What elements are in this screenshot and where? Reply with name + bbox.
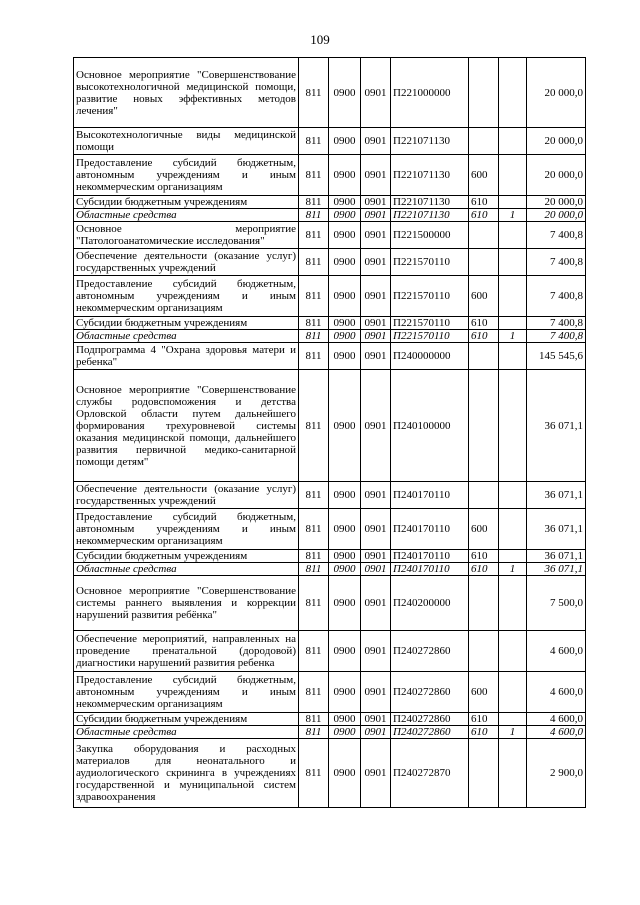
- target-article-code-cell: П221071130: [391, 209, 469, 222]
- amount-cell: 20 000,0: [527, 128, 586, 155]
- expense-type-code-cell: 610: [469, 713, 499, 726]
- target-article-code-cell: П221570110: [391, 276, 469, 317]
- section-code-cell: 0900: [329, 672, 361, 713]
- table-row: [74, 209, 586, 222]
- ministry-code-cell: 811: [299, 713, 329, 726]
- section-code-cell: 0900: [329, 222, 361, 249]
- line-item-name-cell: Областные средства: [74, 330, 299, 343]
- table-row: [74, 155, 586, 196]
- funding-source-code-cell: [499, 482, 527, 509]
- amount-cell: 36 071,1: [527, 370, 586, 482]
- amount-cell: 7 400,8: [527, 317, 586, 330]
- target-article-code-cell: П240272860: [391, 726, 469, 739]
- target-article-code-cell: П240100000: [391, 370, 469, 482]
- expense-type-code-cell: 610: [469, 550, 499, 563]
- expense-type-code-cell: 600: [469, 276, 499, 317]
- line-item-name-cell: Областные средства: [74, 563, 299, 576]
- target-article-code-cell: П240272860: [391, 672, 469, 713]
- funding-source-code-cell: 1: [499, 726, 527, 739]
- table-row: [74, 317, 586, 330]
- target-article-code-cell: П240170110: [391, 563, 469, 576]
- table-row: [74, 631, 586, 672]
- target-article-code-cell: П221071130: [391, 196, 469, 209]
- target-article-code-cell: П240200000: [391, 576, 469, 631]
- table-row: [74, 330, 586, 343]
- ministry-code-cell: 811: [299, 128, 329, 155]
- line-item-name-cell: Субсидии бюджетным учреждениям: [74, 713, 299, 726]
- expense-type-code-cell: 600: [469, 672, 499, 713]
- expense-type-code-cell: 610: [469, 726, 499, 739]
- expense-type-code-cell: [469, 631, 499, 672]
- expense-type-code-cell: [469, 482, 499, 509]
- line-item-name-cell: Основное мероприятие "Совершенствование системы раннего выявления и коррекции нарушений развития ребёнка": [74, 576, 299, 631]
- section-code-cell: 0900: [329, 276, 361, 317]
- subsection-code-cell: 0901: [361, 155, 391, 196]
- table-row: [74, 563, 586, 576]
- target-article-code-cell: П221570110: [391, 249, 469, 276]
- amount-cell: 7 400,8: [527, 222, 586, 249]
- target-article-code-cell: П221000000: [391, 58, 469, 128]
- amount-cell: 36 071,1: [527, 482, 586, 509]
- target-article-code-cell: П240272870: [391, 739, 469, 808]
- subsection-code-cell: 0901: [361, 550, 391, 563]
- budget-table-body: [74, 58, 586, 808]
- funding-source-code-cell: [499, 128, 527, 155]
- table-row: [74, 370, 586, 482]
- ministry-code-cell: 811: [299, 58, 329, 128]
- line-item-name-cell: Обеспечение деятельности (оказание услуг) государственных учреждений: [74, 249, 299, 276]
- funding-source-code-cell: [499, 249, 527, 276]
- section-code-cell: 0900: [329, 128, 361, 155]
- ministry-code-cell: 811: [299, 370, 329, 482]
- target-article-code-cell: П221071130: [391, 128, 469, 155]
- amount-cell: 4 600,0: [527, 713, 586, 726]
- table-row: [74, 550, 586, 563]
- funding-source-code-cell: [499, 276, 527, 317]
- line-item-name-cell: Высокотехнологичные виды медицинской помощи: [74, 128, 299, 155]
- funding-source-code-cell: [499, 713, 527, 726]
- ministry-code-cell: 811: [299, 576, 329, 631]
- section-code-cell: 0900: [329, 631, 361, 672]
- line-item-name-cell: Основное мероприятие "Совершенствование высокотехнологичной медицинской помощи, развитие новых эффективных методов лечения": [74, 58, 299, 128]
- section-code-cell: 0900: [329, 509, 361, 550]
- expense-type-code-cell: [469, 128, 499, 155]
- table-row: [74, 343, 586, 370]
- ministry-code-cell: 811: [299, 739, 329, 808]
- subsection-code-cell: 0901: [361, 509, 391, 550]
- subsection-code-cell: 0901: [361, 370, 391, 482]
- amount-cell: 36 071,1: [527, 563, 586, 576]
- target-article-code-cell: П221570110: [391, 330, 469, 343]
- expense-type-code-cell: 600: [469, 155, 499, 196]
- amount-cell: 36 071,1: [527, 550, 586, 563]
- target-article-code-cell: П240272860: [391, 713, 469, 726]
- line-item-name-cell: Обеспечение мероприятий, направленных на проведение пренатальной (дородовой) диагностики нарушений развития ребенка: [74, 631, 299, 672]
- subsection-code-cell: 0901: [361, 196, 391, 209]
- amount-cell: 7 400,8: [527, 276, 586, 317]
- funding-source-code-cell: [499, 196, 527, 209]
- ministry-code-cell: 811: [299, 550, 329, 563]
- ministry-code-cell: 811: [299, 482, 329, 509]
- ministry-code-cell: 811: [299, 196, 329, 209]
- subsection-code-cell: 0901: [361, 563, 391, 576]
- amount-cell: 4 600,0: [527, 726, 586, 739]
- table-row: [74, 672, 586, 713]
- line-item-name-cell: Предоставление субсидий бюджетным, автономным учреждениям и иным некоммерческим организациям: [74, 276, 299, 317]
- ministry-code-cell: 811: [299, 222, 329, 249]
- funding-source-code-cell: [499, 550, 527, 563]
- target-article-code-cell: П221500000: [391, 222, 469, 249]
- target-article-code-cell: П240272860: [391, 631, 469, 672]
- amount-cell: 20 000,0: [527, 58, 586, 128]
- section-code-cell: 0900: [329, 155, 361, 196]
- funding-source-code-cell: [499, 672, 527, 713]
- ministry-code-cell: 811: [299, 509, 329, 550]
- expense-type-code-cell: 610: [469, 209, 499, 222]
- expense-type-code-cell: 610: [469, 330, 499, 343]
- line-item-name-cell: Субсидии бюджетным учреждениям: [74, 550, 299, 563]
- line-item-name-cell: Основное мероприятие "Патологоанатомические исследования": [74, 222, 299, 249]
- line-item-name-cell: Областные средства: [74, 726, 299, 739]
- funding-source-code-cell: [499, 370, 527, 482]
- target-article-code-cell: П221570110: [391, 317, 469, 330]
- funding-source-code-cell: [499, 739, 527, 808]
- amount-cell: 7 500,0: [527, 576, 586, 631]
- expense-type-code-cell: 610: [469, 317, 499, 330]
- expense-type-code-cell: [469, 343, 499, 370]
- table-row: [74, 713, 586, 726]
- section-code-cell: 0900: [329, 739, 361, 808]
- section-code-cell: 0900: [329, 317, 361, 330]
- ministry-code-cell: 811: [299, 563, 329, 576]
- amount-cell: 20 000,0: [527, 155, 586, 196]
- table-row: [74, 739, 586, 808]
- expense-type-code-cell: 600: [469, 509, 499, 550]
- table-row: [74, 196, 586, 209]
- expense-type-code-cell: [469, 370, 499, 482]
- expense-type-code-cell: [469, 576, 499, 631]
- subsection-code-cell: 0901: [361, 672, 391, 713]
- section-code-cell: 0900: [329, 550, 361, 563]
- ministry-code-cell: 811: [299, 726, 329, 739]
- funding-source-code-cell: [499, 155, 527, 196]
- amount-cell: 2 900,0: [527, 739, 586, 808]
- ministry-code-cell: 811: [299, 155, 329, 196]
- subsection-code-cell: 0901: [361, 58, 391, 128]
- table-row: [74, 222, 586, 249]
- expense-type-code-cell: [469, 222, 499, 249]
- funding-source-code-cell: [499, 343, 527, 370]
- section-code-cell: 0900: [329, 482, 361, 509]
- funding-source-code-cell: [499, 58, 527, 128]
- section-code-cell: 0900: [329, 343, 361, 370]
- subsection-code-cell: 0901: [361, 739, 391, 808]
- line-item-name-cell: Обеспечение деятельности (оказание услуг) государственных учреждений: [74, 482, 299, 509]
- line-item-name-cell: Субсидии бюджетным учреждениям: [74, 196, 299, 209]
- table-row: [74, 576, 586, 631]
- expense-type-code-cell: [469, 739, 499, 808]
- table-row: [74, 276, 586, 317]
- subsection-code-cell: 0901: [361, 128, 391, 155]
- section-code-cell: 0900: [329, 726, 361, 739]
- line-item-name-cell: Субсидии бюджетным учреждениям: [74, 317, 299, 330]
- subsection-code-cell: 0901: [361, 631, 391, 672]
- ministry-code-cell: 811: [299, 672, 329, 713]
- table-row: [74, 128, 586, 155]
- subsection-code-cell: 0901: [361, 343, 391, 370]
- subsection-code-cell: 0901: [361, 222, 391, 249]
- funding-source-code-cell: 1: [499, 209, 527, 222]
- target-article-code-cell: П240170110: [391, 509, 469, 550]
- funding-source-code-cell: 1: [499, 563, 527, 576]
- section-code-cell: 0900: [329, 209, 361, 222]
- expense-type-code-cell: [469, 249, 499, 276]
- line-item-name-cell: Областные средства: [74, 209, 299, 222]
- section-code-cell: 0900: [329, 330, 361, 343]
- funding-source-code-cell: [499, 317, 527, 330]
- funding-source-code-cell: 1: [499, 330, 527, 343]
- subsection-code-cell: 0901: [361, 276, 391, 317]
- section-code-cell: 0900: [329, 576, 361, 631]
- ministry-code-cell: 811: [299, 209, 329, 222]
- amount-cell: 20 000,0: [527, 209, 586, 222]
- target-article-code-cell: П240000000: [391, 343, 469, 370]
- line-item-name-cell: Закупка оборудования и расходных материалов для неонатального и аудиологического скрининга в учреждениях государственной и муниципальной систем здравоохранения: [74, 739, 299, 808]
- table-row: [74, 482, 586, 509]
- target-article-code-cell: П240170110: [391, 482, 469, 509]
- amount-cell: 7 400,8: [527, 249, 586, 276]
- page-number: 109: [310, 32, 330, 47]
- funding-source-code-cell: [499, 631, 527, 672]
- ministry-code-cell: 811: [299, 249, 329, 276]
- section-code-cell: 0900: [329, 370, 361, 482]
- ministry-code-cell: 811: [299, 317, 329, 330]
- line-item-name-cell: Предоставление субсидий бюджетным, автономным учреждениям и иным некоммерческим организациям: [74, 509, 299, 550]
- expense-type-code-cell: 610: [469, 563, 499, 576]
- funding-source-code-cell: [499, 222, 527, 249]
- subsection-code-cell: 0901: [361, 330, 391, 343]
- budget-table: [73, 57, 586, 808]
- target-article-code-cell: П240170110: [391, 550, 469, 563]
- line-item-name-cell: Основное мероприятие "Совершенствование службы родовспоможения и детства Орловской области путем дальнейшего формирования трехуровневой системы оказания медицинской помощи, дальнейшего развития первичной медико-санитарной помощи детям": [74, 370, 299, 482]
- subsection-code-cell: 0901: [361, 249, 391, 276]
- target-article-code-cell: П221071130: [391, 155, 469, 196]
- section-code-cell: 0900: [329, 196, 361, 209]
- table-row: [74, 249, 586, 276]
- amount-cell: 20 000,0: [527, 196, 586, 209]
- funding-source-code-cell: [499, 509, 527, 550]
- subsection-code-cell: 0901: [361, 482, 391, 509]
- expense-type-code-cell: [469, 58, 499, 128]
- subsection-code-cell: 0901: [361, 726, 391, 739]
- funding-source-code-cell: [499, 576, 527, 631]
- section-code-cell: 0900: [329, 713, 361, 726]
- ministry-code-cell: 811: [299, 276, 329, 317]
- line-item-name-cell: Предоставление субсидий бюджетным, автономным учреждениям и иным некоммерческим организациям: [74, 155, 299, 196]
- table-row: [74, 726, 586, 739]
- amount-cell: 145 545,6: [527, 343, 586, 370]
- subsection-code-cell: 0901: [361, 713, 391, 726]
- table-row: [74, 58, 586, 128]
- table-row: [74, 509, 586, 550]
- ministry-code-cell: 811: [299, 631, 329, 672]
- amount-cell: 4 600,0: [527, 672, 586, 713]
- section-code-cell: 0900: [329, 563, 361, 576]
- section-code-cell: 0900: [329, 249, 361, 276]
- amount-cell: 36 071,1: [527, 509, 586, 550]
- subsection-code-cell: 0901: [361, 576, 391, 631]
- ministry-code-cell: 811: [299, 343, 329, 370]
- subsection-code-cell: 0901: [361, 209, 391, 222]
- line-item-name-cell: Подпрограмма 4 "Охрана здоровья матери и ребенка": [74, 343, 299, 370]
- expense-type-code-cell: 610: [469, 196, 499, 209]
- line-item-name-cell: Предоставление субсидий бюджетным, автономным учреждениям и иным некоммерческим организациям: [74, 672, 299, 713]
- amount-cell: 7 400,8: [527, 330, 586, 343]
- amount-cell: 4 600,0: [527, 631, 586, 672]
- ministry-code-cell: 811: [299, 330, 329, 343]
- subsection-code-cell: 0901: [361, 317, 391, 330]
- section-code-cell: 0900: [329, 58, 361, 128]
